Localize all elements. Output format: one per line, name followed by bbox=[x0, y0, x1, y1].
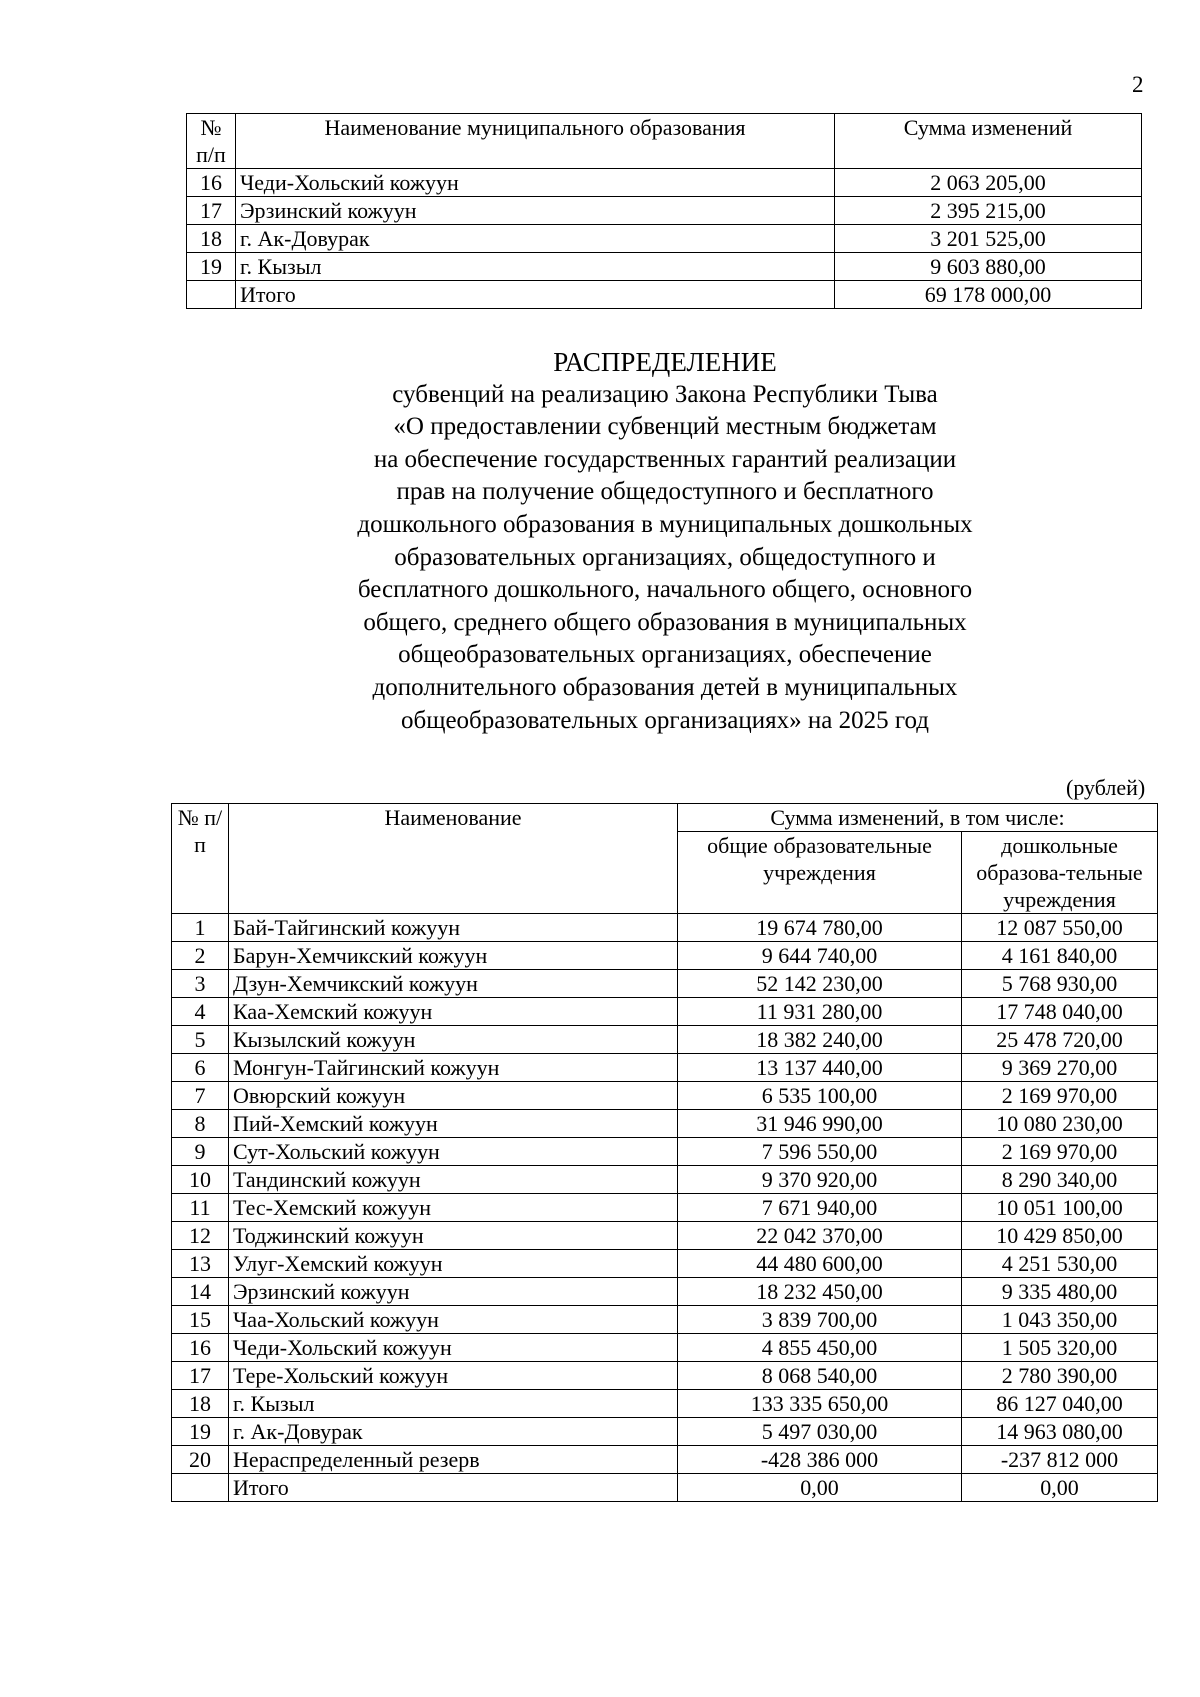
row-number: 19 bbox=[172, 1418, 229, 1446]
row-number: 15 bbox=[172, 1306, 229, 1334]
general-education-sum: 31 946 990,00 bbox=[678, 1110, 962, 1138]
change-sum: 2 395 215,00 bbox=[835, 197, 1142, 225]
municipality-name: г. Ак-Довурак bbox=[236, 225, 835, 253]
title-line: бесплатного дошкольного, начального общего, основного bbox=[357, 576, 973, 604]
total-preschool-sum: 0,00 bbox=[962, 1474, 1158, 1502]
preschool-education-sum: 17 748 040,00 bbox=[962, 998, 1158, 1026]
table-row bbox=[172, 1166, 1158, 1194]
table-row bbox=[187, 197, 1142, 225]
general-education-sum: 4 855 450,00 bbox=[678, 1334, 962, 1362]
table-row bbox=[172, 1306, 1158, 1334]
total-general-sum: 0,00 bbox=[678, 1474, 962, 1502]
row-number: 10 bbox=[172, 1166, 229, 1194]
row-number: 19 bbox=[187, 253, 236, 281]
row-number: 11 bbox=[172, 1194, 229, 1222]
municipality-name: г. Кызыл bbox=[236, 253, 835, 281]
municipality-name: Чеди-Хольский кожуун bbox=[236, 169, 835, 197]
general-education-sum: 13 137 440,00 bbox=[678, 1054, 962, 1082]
table-row bbox=[172, 1222, 1158, 1250]
change-sum: 3 201 525,00 bbox=[835, 225, 1142, 253]
general-education-sum: -428 386 000 bbox=[678, 1446, 962, 1474]
general-education-sum: 22 042 370,00 bbox=[678, 1222, 962, 1250]
municipality-name: Монгун-Тайгинский кожуун bbox=[229, 1054, 678, 1082]
municipality-name: Дзун-Хемчикский кожуун bbox=[229, 970, 678, 998]
preschool-education-sum: 1 505 320,00 bbox=[962, 1334, 1158, 1362]
total-row bbox=[187, 281, 1142, 309]
title-line: дошкольного образования в муниципальных дошкольных bbox=[357, 510, 973, 538]
municipality-name: Улуг-Хемский кожуун bbox=[229, 1250, 678, 1278]
table-row bbox=[172, 1418, 1158, 1446]
municipality-name: Нераспределенный резерв bbox=[229, 1446, 678, 1474]
row-number: 7 bbox=[172, 1082, 229, 1110]
preschool-education-sum: 2 780 390,00 bbox=[962, 1362, 1158, 1390]
general-education-sum: 44 480 600,00 bbox=[678, 1250, 962, 1278]
row-number: 16 bbox=[172, 1334, 229, 1362]
preschool-education-sum: 4 161 840,00 bbox=[962, 942, 1158, 970]
distribution-table bbox=[171, 803, 1158, 1502]
column-header-number: № п/п bbox=[172, 804, 229, 914]
currency-unit-label: (рублей) bbox=[1066, 775, 1146, 800]
general-education-sum: 11 931 280,00 bbox=[678, 998, 962, 1026]
preschool-education-sum: 1 043 350,00 bbox=[962, 1306, 1158, 1334]
municipality-name: Пий-Хемский кожуун bbox=[229, 1110, 678, 1138]
general-education-sum: 18 232 450,00 bbox=[678, 1278, 962, 1306]
municipality-name: Тоджинский кожуун bbox=[229, 1222, 678, 1250]
preschool-education-sum: 12 087 550,00 bbox=[962, 914, 1158, 942]
row-number: 2 bbox=[172, 942, 229, 970]
row-number: 12 bbox=[172, 1222, 229, 1250]
preschool-education-sum: -237 812 000 bbox=[962, 1446, 1158, 1474]
row-number: 4 bbox=[172, 998, 229, 1026]
table-row bbox=[172, 1054, 1158, 1082]
table-row bbox=[172, 1194, 1158, 1222]
general-education-sum: 133 335 650,00 bbox=[678, 1390, 962, 1418]
municipality-name: Чаа-Хольский кожуун bbox=[229, 1306, 678, 1334]
title-line: на обеспечение государственных гарантий реализации bbox=[373, 445, 957, 473]
municipality-name: г. Ак-Довурак bbox=[229, 1418, 678, 1446]
general-education-sum: 5 497 030,00 bbox=[678, 1418, 962, 1446]
title-line: образовательных организациях, общедоступного и bbox=[394, 543, 936, 571]
table-row bbox=[172, 1334, 1158, 1362]
municipality-name: г. Кызыл bbox=[229, 1390, 678, 1418]
municipality-name: Сут-Хольский кожуун bbox=[229, 1138, 678, 1166]
general-education-sum: 19 674 780,00 bbox=[678, 914, 962, 942]
general-education-sum: 9 644 740,00 bbox=[678, 942, 962, 970]
row-number: 18 bbox=[187, 225, 236, 253]
row-number: 17 bbox=[172, 1362, 229, 1390]
row-number: 6 bbox=[172, 1054, 229, 1082]
municipality-name: Кызылский кожуун bbox=[229, 1026, 678, 1054]
row-number: 5 bbox=[172, 1026, 229, 1054]
preschool-education-sum: 25 478 720,00 bbox=[962, 1026, 1158, 1054]
title-line: «О предоставлении субвенций местным бюджетам bbox=[393, 413, 937, 441]
table-row bbox=[172, 1390, 1158, 1418]
row-number: 16 bbox=[187, 169, 236, 197]
table-row bbox=[172, 1446, 1158, 1474]
table-row bbox=[172, 1138, 1158, 1166]
municipality-name: Каа-Хемский кожуун bbox=[229, 998, 678, 1026]
change-sum: 2 063 205,00 bbox=[835, 169, 1142, 197]
preschool-education-sum: 4 251 530,00 bbox=[962, 1250, 1158, 1278]
preschool-education-sum: 2 169 970,00 bbox=[962, 1138, 1158, 1166]
preschool-education-sum: 2 169 970,00 bbox=[962, 1082, 1158, 1110]
column-header-sum-group: Сумма изменений, в том числе: bbox=[678, 804, 1158, 832]
municipality-name: Тес-Хемский кожуун bbox=[229, 1194, 678, 1222]
total-row bbox=[172, 1474, 1158, 1502]
general-education-sum: 7 596 550,00 bbox=[678, 1138, 962, 1166]
general-education-sum: 3 839 700,00 bbox=[678, 1306, 962, 1334]
preschool-education-sum: 10 051 100,00 bbox=[962, 1194, 1158, 1222]
column-header-name: Наименование bbox=[229, 804, 678, 914]
changes-summary-table bbox=[186, 113, 1142, 309]
general-education-sum: 8 068 540,00 bbox=[678, 1362, 962, 1390]
table-row bbox=[172, 1278, 1158, 1306]
general-education-sum: 9 370 920,00 bbox=[678, 1166, 962, 1194]
table-row bbox=[172, 1250, 1158, 1278]
row-number: 13 bbox=[172, 1250, 229, 1278]
general-education-sum: 18 382 240,00 bbox=[678, 1026, 962, 1054]
total-sum: 69 178 000,00 bbox=[835, 281, 1142, 309]
table-row bbox=[172, 970, 1158, 998]
row-number: 14 bbox=[172, 1278, 229, 1306]
municipality-name: Барун-Хемчикский кожуун bbox=[229, 942, 678, 970]
preschool-education-sum: 10 429 850,00 bbox=[962, 1222, 1158, 1250]
total-label: Итого bbox=[229, 1474, 678, 1502]
row-number bbox=[172, 1474, 229, 1502]
table-row bbox=[172, 942, 1158, 970]
document-title bbox=[0, 346, 1200, 737]
table-row bbox=[172, 1362, 1158, 1390]
column-header-preschool-education: дошкольные образова-тельные учреждения bbox=[962, 832, 1158, 914]
title-line: субвенций на реализацию Закона Республики Тыва bbox=[392, 380, 938, 408]
preschool-education-sum: 5 768 930,00 bbox=[962, 970, 1158, 998]
table-row bbox=[172, 1026, 1158, 1054]
table-header-row bbox=[187, 114, 1142, 169]
column-header-number: № п/п bbox=[187, 114, 236, 169]
table-row bbox=[172, 1110, 1158, 1138]
column-header-name: Наименование муниципального образования bbox=[236, 114, 835, 169]
title-line: общеобразовательных организациях» на 2025 год bbox=[400, 706, 930, 734]
table-row bbox=[187, 225, 1142, 253]
row-number: 17 bbox=[187, 197, 236, 225]
table-row bbox=[187, 253, 1142, 281]
municipality-name: Овюрский кожуун bbox=[229, 1082, 678, 1110]
title-line: общего, среднего общего образования в муниципальных bbox=[363, 608, 967, 636]
total-label: Итого bbox=[236, 281, 835, 309]
general-education-sum: 6 535 100,00 bbox=[678, 1082, 962, 1110]
preschool-education-sum: 86 127 040,00 bbox=[962, 1390, 1158, 1418]
preschool-education-sum: 10 080 230,00 bbox=[962, 1110, 1158, 1138]
row-number: 8 bbox=[172, 1110, 229, 1138]
municipality-name: Тере-Хольский кожуун bbox=[229, 1362, 678, 1390]
row-number bbox=[187, 281, 236, 309]
table-row bbox=[172, 1082, 1158, 1110]
general-education-sum: 7 671 940,00 bbox=[678, 1194, 962, 1222]
municipality-name: Тандинский кожуун bbox=[229, 1166, 678, 1194]
title-heading: РАСПРЕДЕЛЕНИЕ bbox=[553, 347, 777, 377]
municipality-name: Чеди-Хольский кожуун bbox=[229, 1334, 678, 1362]
general-education-sum: 52 142 230,00 bbox=[678, 970, 962, 998]
row-number: 20 bbox=[172, 1446, 229, 1474]
page-number: 2 bbox=[1132, 72, 1144, 97]
row-number: 18 bbox=[172, 1390, 229, 1418]
change-sum: 9 603 880,00 bbox=[835, 253, 1142, 281]
title-line: дополнительного образования детей в муниципальных bbox=[372, 673, 958, 701]
title-line: прав на получение общедоступного и бесплатного bbox=[396, 478, 934, 506]
municipality-name: Эрзинский кожуун bbox=[229, 1278, 678, 1306]
table-row bbox=[172, 914, 1158, 942]
preschool-education-sum: 9 369 270,00 bbox=[962, 1054, 1158, 1082]
column-header-general-education: общие образовательные учреждения bbox=[678, 832, 962, 914]
table-header-row bbox=[172, 804, 1158, 832]
table-row bbox=[172, 998, 1158, 1026]
table-row bbox=[187, 169, 1142, 197]
title-line: общеобразовательных организациях, обеспечение bbox=[398, 641, 932, 669]
municipality-name: Эрзинский кожуун bbox=[236, 197, 835, 225]
preschool-education-sum: 14 963 080,00 bbox=[962, 1418, 1158, 1446]
row-number: 3 bbox=[172, 970, 229, 998]
row-number: 9 bbox=[172, 1138, 229, 1166]
preschool-education-sum: 8 290 340,00 bbox=[962, 1166, 1158, 1194]
preschool-education-sum: 9 335 480,00 bbox=[962, 1278, 1158, 1306]
column-header-sum: Сумма изменений bbox=[835, 114, 1142, 169]
row-number: 1 bbox=[172, 914, 229, 942]
municipality-name: Бай-Тайгинский кожуун bbox=[229, 914, 678, 942]
